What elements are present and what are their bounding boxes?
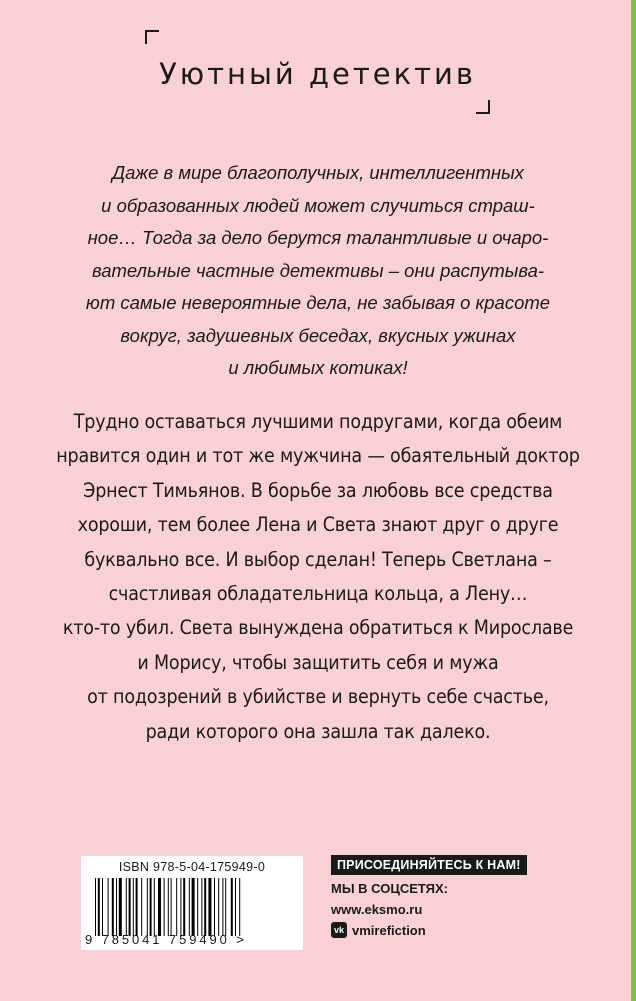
barcode-bar <box>154 878 155 936</box>
series-description-line: вокруг, задушевных беседах, вкусных ужинах <box>120 324 516 346</box>
barcode-bar <box>141 878 142 936</box>
accent-stripe <box>631 0 636 1001</box>
series-title: Уютный детектив <box>159 57 476 91</box>
series-description-line: и образованных людей может случиться страш- <box>101 194 535 216</box>
barcode-bar <box>147 878 148 936</box>
barcode-bar <box>95 878 96 936</box>
social-label: МЫ В СОЦСЕТЯХ: <box>331 881 449 896</box>
barcode-bar <box>133 878 134 936</box>
barcode-bar <box>168 878 169 936</box>
barcode-bar <box>158 878 161 936</box>
barcode-bar <box>222 878 223 936</box>
barcode-bar <box>192 878 195 936</box>
barcode-bar <box>197 878 198 936</box>
barcode-bar <box>102 878 103 936</box>
barcode-bar <box>218 878 219 936</box>
barcode-bar <box>136 878 138 936</box>
barcode-bar <box>126 878 127 936</box>
barcode-bar <box>108 878 109 936</box>
isbn-number: ISBN 978-5-04-175949-0 <box>118 860 266 874</box>
barcode-bar <box>208 878 211 936</box>
series-description-line: и любимых котиках! <box>228 357 408 378</box>
frame-corner-bottom-right <box>476 100 490 114</box>
barcode-bar <box>129 878 131 936</box>
series-description-line: вательные частные детективы – они распутыва- <box>91 259 545 281</box>
series-header <box>145 30 490 114</box>
barcode-bar <box>116 878 117 936</box>
barcode-bar <box>214 878 215 936</box>
barcode-bar <box>189 878 190 936</box>
barcode-bar <box>171 878 172 936</box>
barcode-bars <box>95 878 289 936</box>
series-description-line: Даже в мире благополучных, интеллигентных <box>112 162 524 183</box>
barcode-bar <box>119 878 122 936</box>
barcode-bar <box>164 878 165 936</box>
barcode-bar <box>201 878 202 936</box>
barcode-bar <box>239 878 240 936</box>
barcode-bar <box>112 878 114 936</box>
join-us-banner: ПРИСОЕДИНЯЙТЕСЬ К НАМ! <box>331 855 527 875</box>
barcode-bar <box>225 878 226 936</box>
series-description-line: ное… Тогда за дело берутся талантливые и очаро- <box>87 227 549 248</box>
synopsis-line: ради которого она зашла так далеко. <box>145 719 491 743</box>
barcode-panel <box>81 856 303 950</box>
synopsis-line: и Морису, чтобы защитить себя и мужа <box>137 650 499 674</box>
synopsis-line: от подозрений в убийстве и вернуть себе счастье, <box>87 685 549 709</box>
social-block <box>331 855 561 938</box>
barcode-bar <box>231 878 233 936</box>
frame-corner-top-left <box>145 30 159 44</box>
synopsis-line: буквально все. И выбор сделан! Теперь Светлана – <box>84 547 552 571</box>
barcode-digits: 9 785041 759490 > <box>85 932 247 947</box>
website-link[interactable]: www.eksmo.ru <box>331 902 423 917</box>
barcode-bar <box>150 878 152 936</box>
synopsis-line: кто-то убил. Света вынуждена обратиться к Мирославе <box>62 616 574 640</box>
barcode-bar <box>176 878 177 936</box>
vk-handle[interactable]: vmirefiction <box>352 922 426 938</box>
synopsis-line: хороши, тем более Лена и Света знают друг о друге <box>77 513 559 537</box>
vk-icon: vk <box>331 922 347 938</box>
series-description <box>60 157 576 385</box>
synopsis-line: нравится один и тот же мужчина — обаятельный доктор <box>56 444 580 468</box>
barcode-bar <box>235 878 236 936</box>
barcode-bar <box>180 878 181 936</box>
series-description-line: ют самые невероятные дела, не забывая о красоте <box>85 292 551 313</box>
synopsis-line: Трудно оставаться лучшими подругами, когда обеим <box>73 410 563 433</box>
vk-row[interactable] <box>331 922 561 938</box>
barcode-bar <box>98 878 100 936</box>
barcode-bar <box>183 878 185 936</box>
barcode-bar <box>204 878 206 936</box>
synopsis-line: Эрнест Тимьянов. В борьбе за любовь все средства <box>83 478 553 502</box>
synopsis-line: счастливая обладательница кольца, а Лену… <box>108 582 528 606</box>
book-synopsis <box>40 405 596 749</box>
